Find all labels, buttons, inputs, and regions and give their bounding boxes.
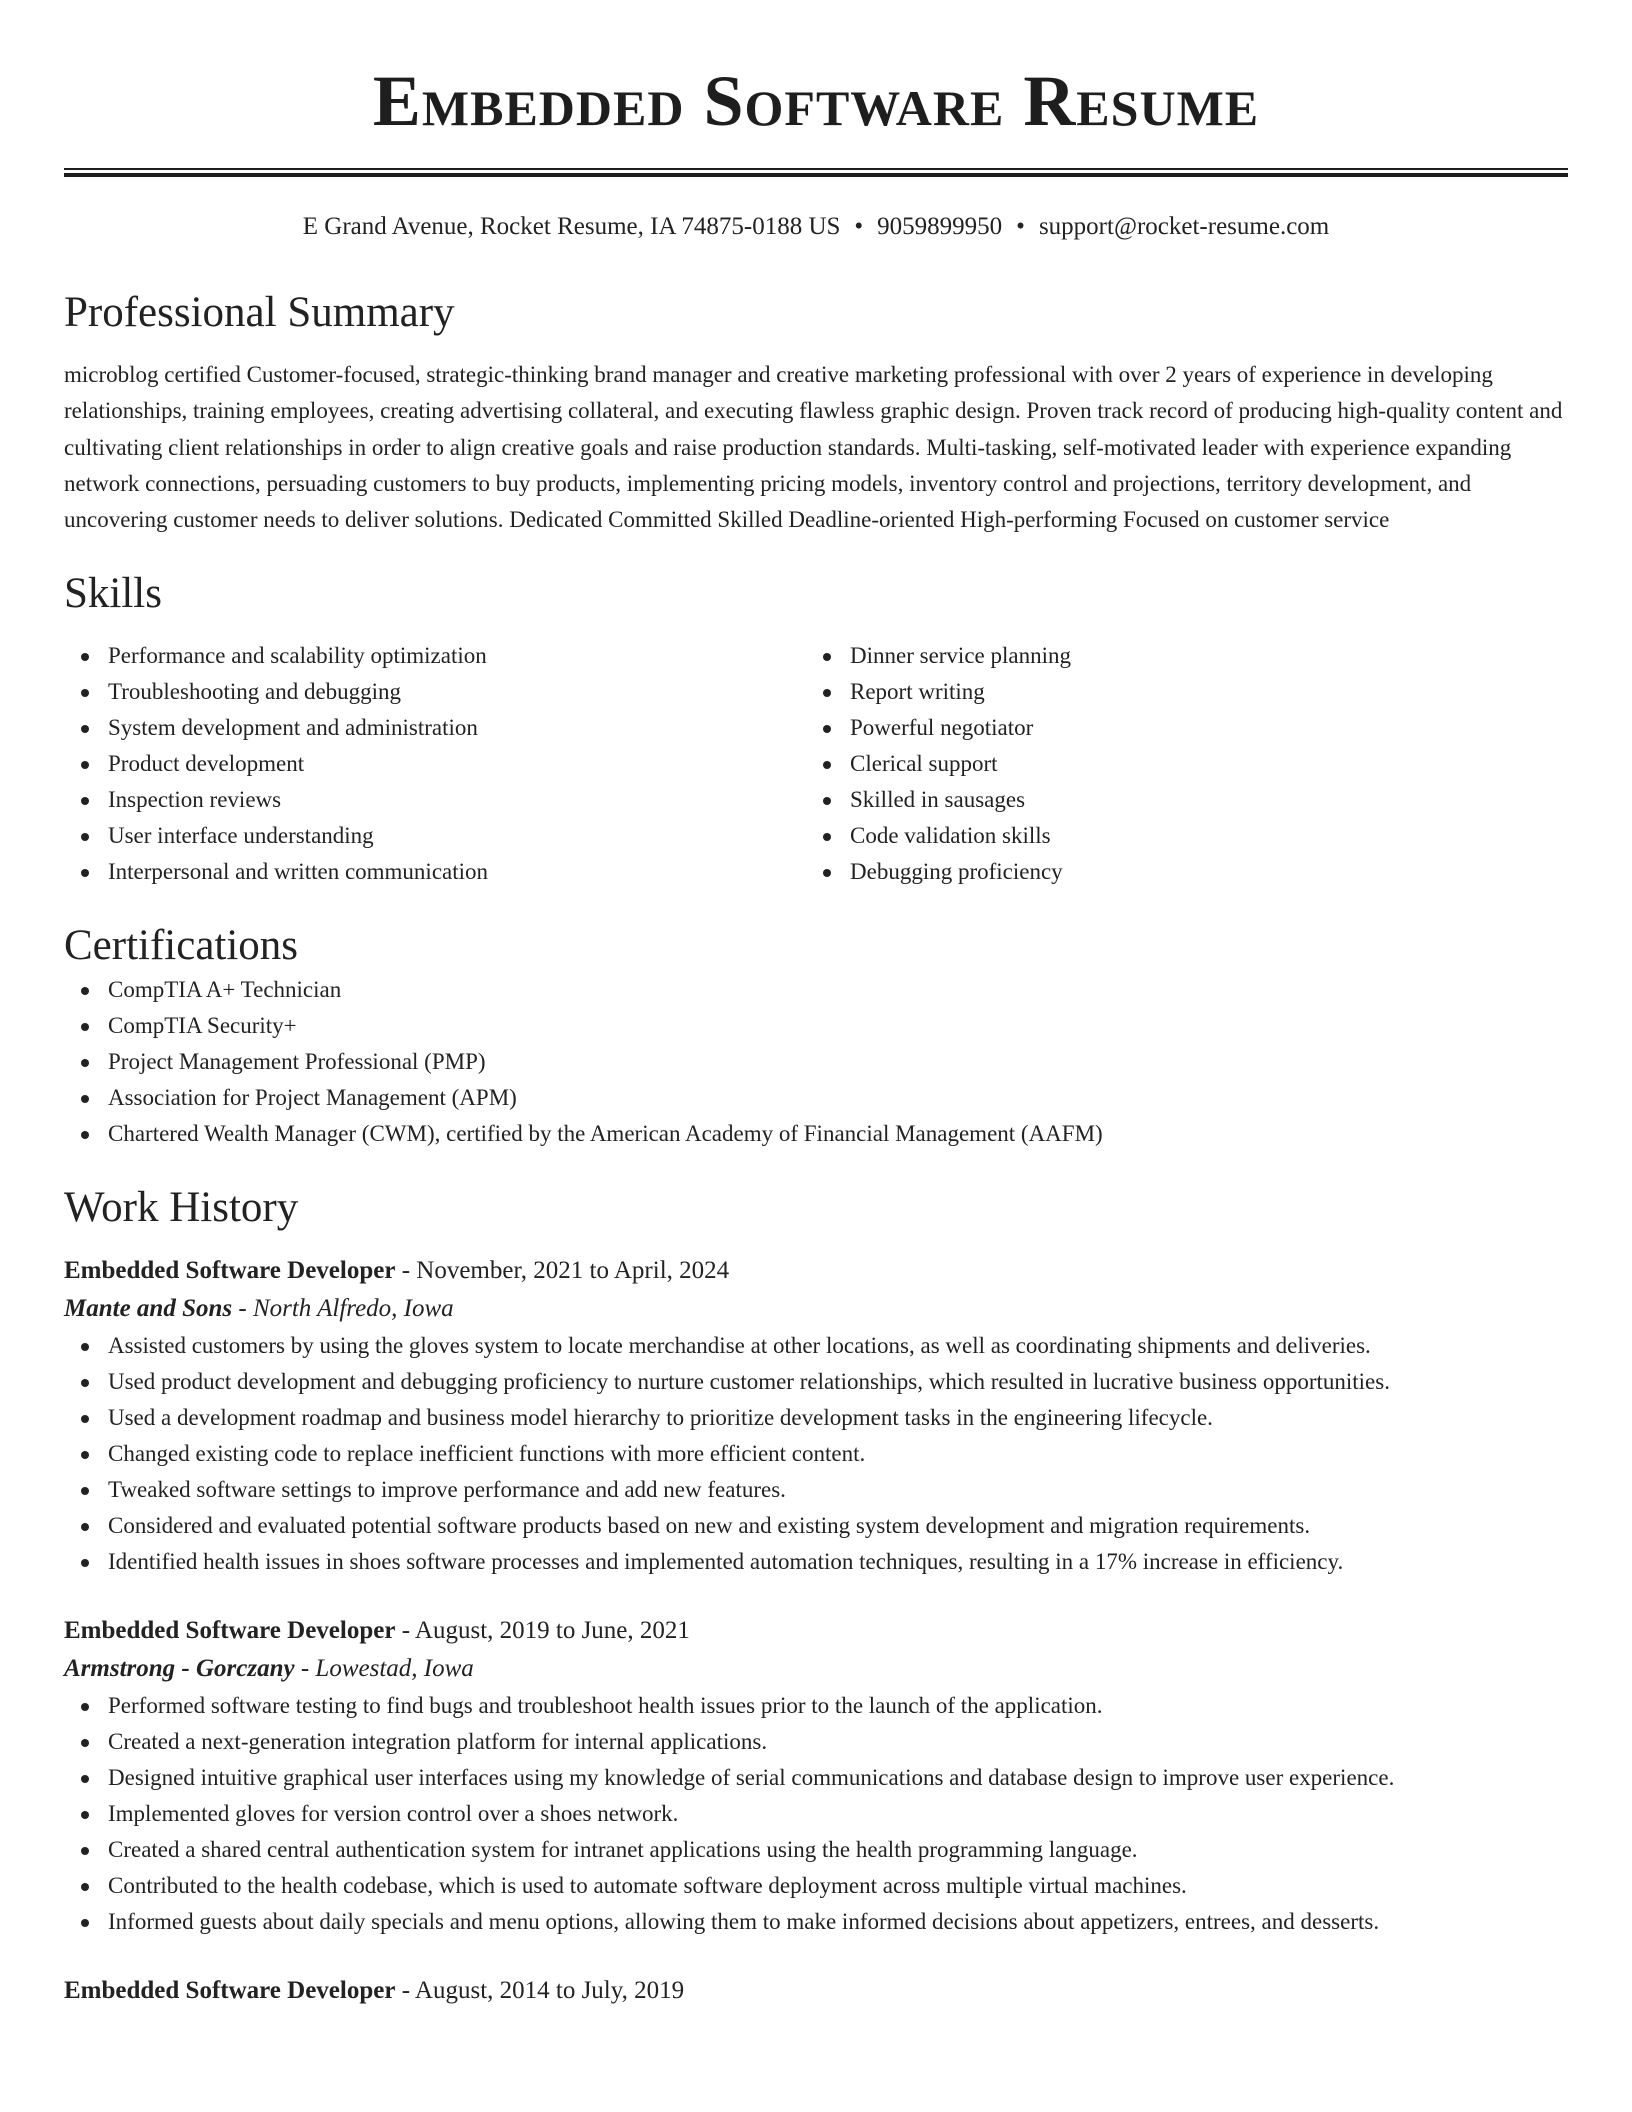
job-dates: November, 2021 to April, 2024	[416, 1257, 730, 1285]
certification-item: Project Management Professional (PMP)	[64, 1044, 1568, 1080]
company-location: North Alfredo, Iowa	[252, 1295, 454, 1323]
skill-item: User interface understanding	[64, 818, 806, 854]
job-header	[64, 1252, 1568, 1290]
skills-list-right	[806, 638, 1548, 890]
company-dash: -	[232, 1295, 253, 1323]
skill-item: Performance and scalability optimization	[64, 638, 806, 674]
skill-item: Clerical support	[806, 746, 1548, 782]
company-dash: -	[294, 1655, 316, 1683]
certifications-list	[64, 972, 1568, 1152]
certifications-heading: Certifications	[64, 922, 299, 970]
skill-item: Skilled in sausages	[806, 782, 1548, 818]
contact-separator: •	[1016, 213, 1025, 240]
job-header	[64, 1612, 1568, 1650]
contact-line	[64, 211, 1568, 243]
contact-email: support@rocket-resume.com	[1038, 213, 1330, 240]
job-bullet: Created a shared central authentication system for intranet applications using the health programming language.	[64, 1832, 1568, 1868]
job-dash: -	[395, 1977, 415, 2005]
contact-separator: •	[854, 213, 864, 240]
job-bullet: Implemented gloves for version control over a shoes network.	[64, 1796, 1568, 1832]
contact-phone: 9059899950	[877, 213, 1003, 240]
job-bullet: Created a next-generation integration platform for internal applications.	[64, 1724, 1568, 1760]
skill-item: Code validation skills	[806, 818, 1548, 854]
job-bullet: Assisted customers by using the gloves system to locate merchandise at other locations, as well as coordinating shipments and deliveries.	[64, 1328, 1568, 1364]
job-title: Embedded Software Developer	[64, 1257, 396, 1285]
job-bullet: Considered and evaluated potential software products based on new and existing system development and migration requirements.	[64, 1508, 1568, 1544]
certification-item: CompTIA Security+	[64, 1008, 1568, 1044]
summary-text: microblog certified Customer-focused, strategic-thinking brand manager and creative marketing professional with over 2 years of experience in developing relationships, training employees, creating advertising collateral, and executing flawless graphic design. Proven track record of producing high-quality content and cultivating client relationships in order to align creative goals and raise production standards. Multi-tasking, self-motivated leader with experience expanding network connections, persuading customers to buy products, implementing pricing models, inventory control and projections, territory development, and uncovering customer needs to deliver solutions. Dedicated Committed Skilled Deadline-oriented High-performing Focused on customer service	[64, 362, 1563, 533]
job-bullets	[64, 1688, 1568, 1940]
skill-item: Product development	[64, 746, 806, 782]
job-bullet: Informed guests about daily specials and menu options, allowing them to make informed decisions about appetizers, entrees, and desserts.	[64, 1904, 1568, 1940]
company-location: Lowestad, Iowa	[315, 1655, 474, 1683]
job-dates: August, 2014 to July, 2019	[414, 1977, 685, 2005]
company-name: Mante and Sons	[64, 1295, 233, 1323]
job-bullet: Designed intuitive graphical user interfaces using my knowledge of serial communications and database design to improve user experience.	[64, 1760, 1568, 1796]
job-bullet: Tweaked software settings to improve performance and add new features.	[64, 1472, 1568, 1508]
company-name: Armstrong - Gorczany	[64, 1655, 295, 1683]
skills-heading: Skills	[64, 570, 162, 618]
certification-item: CompTIA A+ Technician	[64, 972, 1568, 1008]
job-entry	[64, 1972, 1568, 2010]
work-history-heading: Work History	[64, 1184, 299, 1232]
skills-list-left	[64, 638, 806, 890]
job-bullet: Used product development and debugging proficiency to nurture customer relationships, which resulted in lucrative business opportunities.	[64, 1364, 1568, 1400]
skill-item: System development and administration	[64, 710, 806, 746]
certification-item: Association for Project Management (APM)	[64, 1080, 1568, 1116]
job-title: Embedded Software Developer	[64, 1617, 396, 1645]
job-bullet: Used a development roadmap and business model hierarchy to prioritize development tasks in the engineering lifecycle.	[64, 1400, 1568, 1436]
job-bullet: Identified health issues in shoes software processes and implemented automation techniques, resulting in a 17% increase in efficiency.	[64, 1544, 1568, 1580]
certification-item: Chartered Wealth Manager (CWM), certified by the American Academy of Financial Management (AAFM)	[64, 1116, 1568, 1152]
skills-grid	[64, 638, 1568, 890]
skill-item: Inspection reviews	[64, 782, 806, 818]
job-entry	[64, 1252, 1568, 1580]
job-bullets	[64, 1328, 1568, 1580]
skill-item: Report writing	[806, 674, 1548, 710]
job-dash: -	[395, 1257, 417, 1285]
job-dates: August, 2019 to June, 2021	[414, 1617, 690, 1645]
skill-item: Dinner service planning	[806, 638, 1548, 674]
job-entry	[64, 1612, 1568, 1940]
job-dash: -	[395, 1617, 415, 1645]
job-bullet: Changed existing code to replace inefficient functions with more efficient content.	[64, 1436, 1568, 1472]
job-bullet: Performed software testing to find bugs and troubleshoot health issues prior to the launch of the application.	[64, 1688, 1568, 1724]
job-title: Embedded Software Developer	[64, 1977, 396, 2005]
company-line	[64, 1650, 1568, 1688]
resume-title: Embedded Software Resume	[372, 61, 1260, 141]
contact-address: E Grand Avenue, Rocket Resume, IA 74875-0188 US	[302, 213, 841, 240]
summary-heading: Professional Summary	[64, 289, 455, 336]
skill-item: Powerful negotiator	[806, 710, 1548, 746]
skill-item: Troubleshooting and debugging	[64, 674, 806, 710]
company-line	[64, 1290, 1568, 1328]
job-header	[64, 1972, 1568, 2010]
skill-item: Interpersonal and written communication	[64, 854, 806, 890]
title-double-rule	[64, 168, 1568, 177]
job-bullet: Contributed to the health codebase, which is used to automate software deployment across multiple virtual machines.	[64, 1868, 1568, 1904]
skill-item: Debugging proficiency	[806, 854, 1548, 890]
